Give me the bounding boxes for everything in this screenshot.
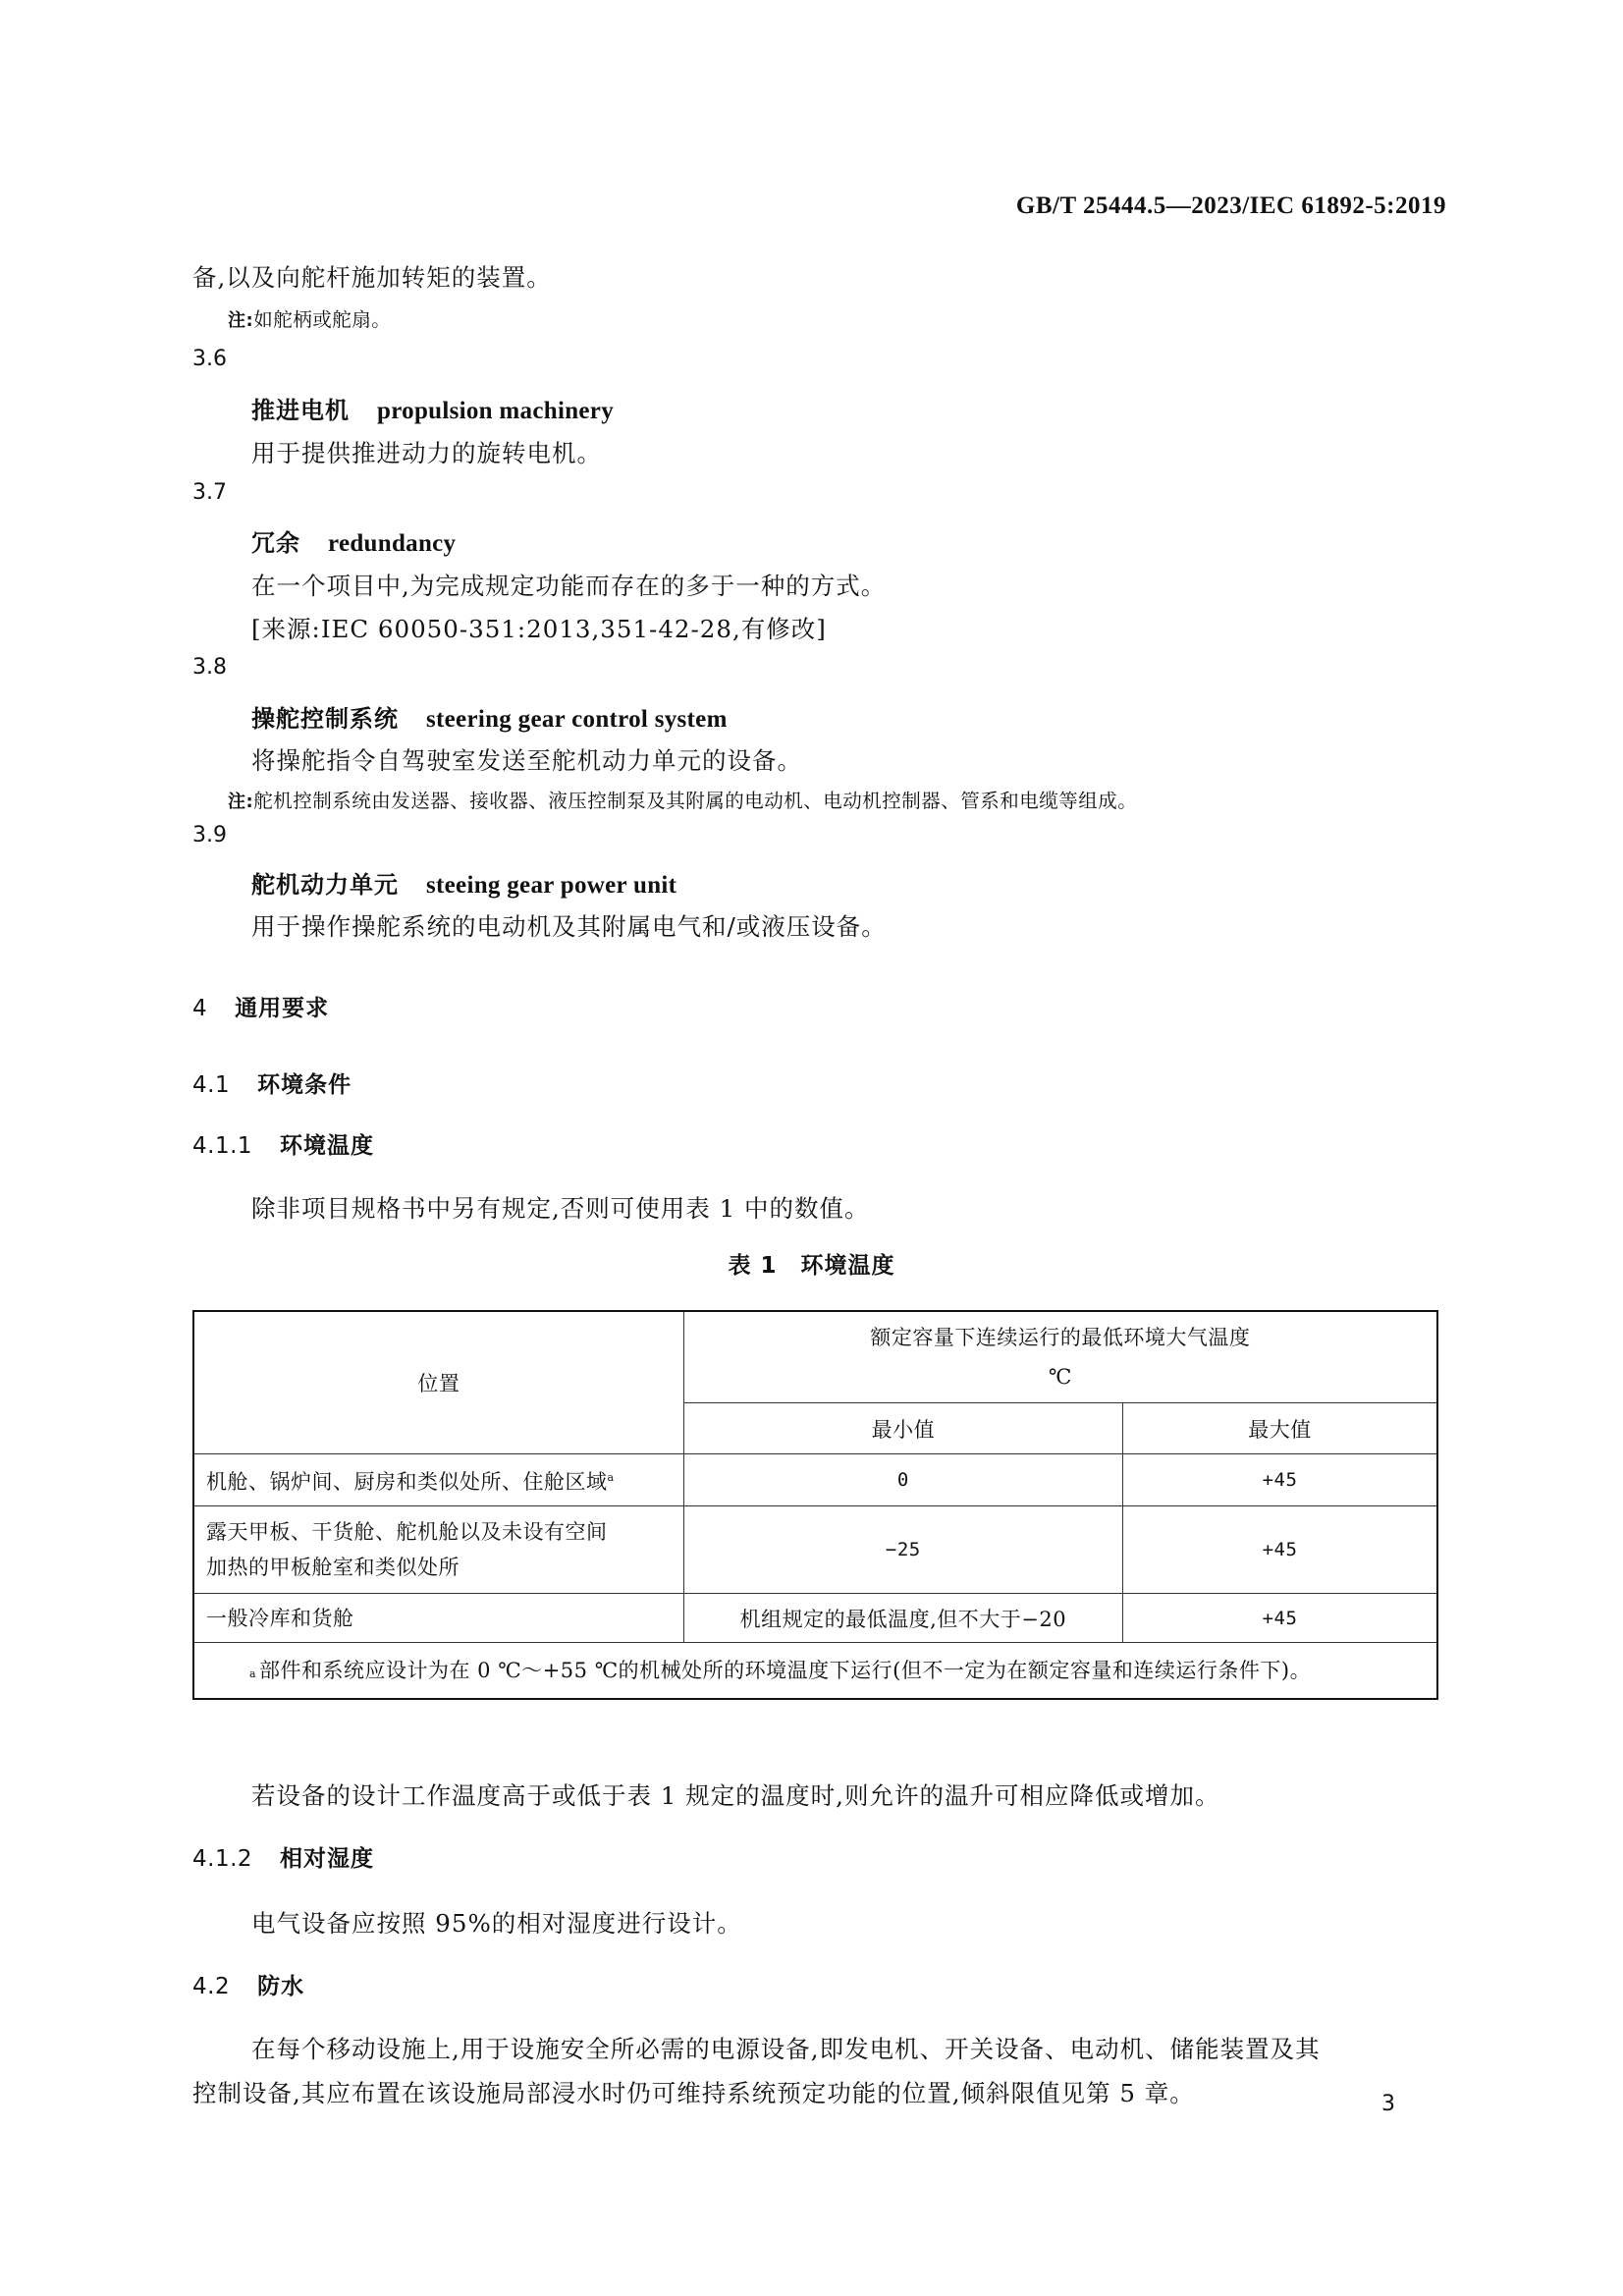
table-caption: 表 1 环境温度 [728, 1253, 895, 1279]
term-number: 3.7 [192, 480, 227, 505]
header-location: 位置 [193, 1311, 683, 1454]
term-zh: 冗余 [251, 529, 300, 557]
continuation-text: 备,以及向舵杆施加转矩的装置。 [192, 263, 552, 292]
note [228, 786, 1137, 813]
header-group [683, 1311, 1437, 1403]
section-number: 4.2 [192, 1974, 231, 1999]
section-number: 4.1 [192, 1072, 231, 1098]
section-number: 4 [192, 996, 208, 1021]
term-heading [251, 391, 614, 425]
cell-max: +45 [1122, 1594, 1437, 1643]
section-heading-4-1-2 [192, 1840, 374, 1873]
paragraph: 电气设备应按照 95%的相对湿度进行设计。 [251, 1909, 742, 1938]
note-text: 如舵柄或舵扇。 [253, 308, 392, 331]
footnote-mark: a [249, 1667, 257, 1680]
note-label: 注: [228, 792, 254, 812]
term-number: 3.6 [192, 347, 227, 371]
header-max: 最大值 [1122, 1403, 1437, 1454]
term-zh: 舵机动力单元 [251, 871, 399, 899]
cell-max: +45 [1122, 1506, 1437, 1594]
paragraph-line: 在每个移动设施上,用于设施安全所必需的电源设备,即发电机、开关设备、电动机、储能装置及其 [251, 2035, 1321, 2063]
standard-id: GB/T 25444.5—2023/IEC 61892-5:2019 [1015, 192, 1446, 219]
cell-min: 0 [683, 1454, 1122, 1506]
section-heading-4-1-1 [192, 1127, 374, 1160]
term-en: propulsion machinery [377, 398, 614, 424]
footnote-mark: a [607, 1471, 615, 1484]
section-heading-4-1 [192, 1066, 352, 1099]
term-en: steeing gear power unit [426, 872, 677, 899]
section-number: 4.1.2 [192, 1846, 253, 1872]
location-line: 加热的甲板舱室和类似处所 [206, 1556, 460, 1579]
table-footnote [193, 1643, 1437, 1700]
cell-location [193, 1506, 683, 1594]
paragraph: 除非项目规格书中另有规定,否则可使用表 1 中的数值。 [251, 1194, 870, 1223]
table-footnote-row [193, 1643, 1437, 1700]
cell-min: −25 [683, 1506, 1122, 1594]
section-title: 环境温度 [280, 1133, 375, 1159]
term-heading [251, 699, 728, 734]
location-line: 露天甲板、干货舱、舵机舱以及未设有空间 [206, 1520, 608, 1544]
environment-temperature-table [192, 1310, 1438, 1700]
cell-max: +45 [1122, 1454, 1437, 1506]
term-zh: 推进电机 [251, 397, 350, 424]
table-row [193, 1506, 1437, 1594]
table-row [193, 1594, 1437, 1643]
location-text: 机舱、锅炉间、厨房和类似处所、住舱区域 [206, 1470, 608, 1494]
term-source: [来源:IEC 60050-351:2013,351-42-28,有修改] [251, 615, 827, 643]
section-title: 防水 [257, 1974, 305, 1999]
section-title: 通用要求 [235, 996, 330, 1021]
paragraph: 若设备的设计工作温度高于或低于表 1 规定的温度时,则允许的温升可相应降低或增加。 [251, 1781, 1220, 1810]
note [228, 304, 391, 332]
section-heading-4-2 [192, 1968, 304, 2000]
term-en: steering gear control system [426, 706, 728, 733]
note-text: 舵机控制系统由发送器、接收器、液压控制泵及其附属的电动机、电动机控制器、管系和电缆等组成。 [253, 790, 1138, 812]
section-title: 环境条件 [257, 1072, 352, 1098]
term-number: 3.9 [192, 823, 227, 847]
paragraph-line: 控制设备,其应布置在该设施局部浸水时仍可维持系统预定功能的位置,倾斜限值见第 5 章。 [192, 2079, 1195, 2107]
section-number: 4.1.1 [192, 1133, 253, 1159]
page-number: 3 [1381, 2092, 1395, 2116]
term-definition: 用于操作操舵系统的电动机及其附属电气和/或液压设备。 [251, 912, 887, 941]
header-group-line1: 额定容量下连续运行的最低环境大气温度 [870, 1326, 1251, 1349]
term-definition: 将操舵指令自驾驶室发送至舵机动力单元的设备。 [251, 746, 802, 775]
footnote-text: 部件和系统应设计为在 0 ℃～+55 ℃的机械处所的环境温度下运行(但不一定为在额定容量和连续运行条件下)。 [259, 1659, 1312, 1682]
term-zh: 操舵控制系统 [251, 705, 399, 733]
cell-min: 机组规定的最低温度,但不大于−20 [683, 1594, 1122, 1643]
note-label: 注: [228, 310, 254, 331]
header-min: 最小值 [683, 1403, 1122, 1454]
header-group-line2: ℃ [1048, 1365, 1072, 1389]
term-heading [251, 865, 676, 900]
section-heading-4 [192, 990, 329, 1022]
term-heading [251, 523, 456, 558]
cell-location [193, 1454, 683, 1506]
term-definition: 用于提供推进动力的旋转电机。 [251, 439, 602, 467]
table-row [193, 1454, 1437, 1506]
term-definition: 在一个项目中,为完成规定功能而存在的多于一种的方式。 [251, 572, 887, 600]
term-number: 3.8 [192, 655, 227, 680]
term-en: redundancy [328, 530, 457, 557]
section-title: 相对湿度 [280, 1846, 375, 1872]
cell-location: 一般冷库和货舱 [193, 1594, 683, 1643]
